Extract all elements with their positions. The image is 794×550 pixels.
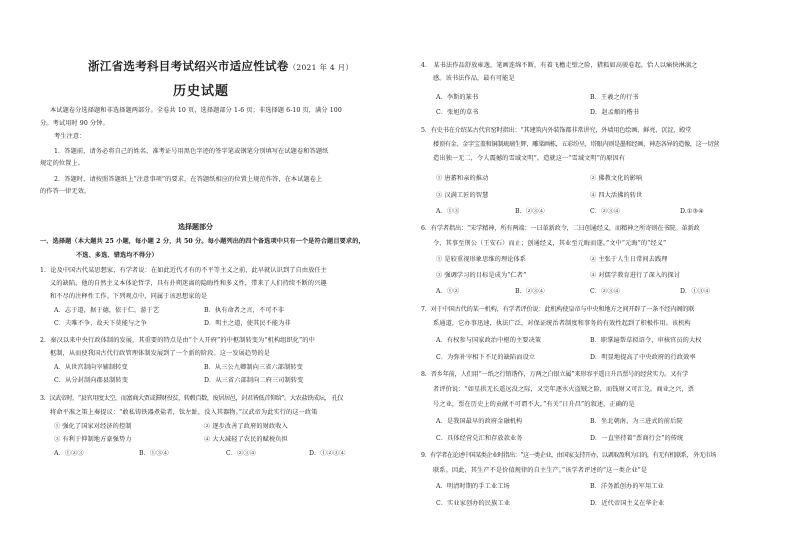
option: D．一直坚持着“票商行会”的传统 bbox=[590, 435, 684, 442]
option: C．夫唯不争，故天下莫能与之争 bbox=[54, 320, 147, 327]
option: A．李斯的篆书 bbox=[436, 94, 479, 101]
intro-line: 分。考试用时 90 分钟。 bbox=[40, 120, 109, 127]
question-line: 者评价说：“如星拱无长遥远没之际，又完年逐水火盗贼之险，而钱财又可汇兑。商业之兴，票 bbox=[433, 386, 695, 393]
option: C．②③④ bbox=[226, 450, 256, 457]
option: ① 强化了国家对经济的控制 bbox=[54, 423, 132, 430]
option: D．赵孟頫的楷书 bbox=[590, 109, 640, 116]
option: D．明显地提高了中央政府的行政效率 bbox=[590, 354, 696, 361]
section-instruction: 不选、多选、错选均不得分） bbox=[76, 252, 158, 259]
question-line: 5．有史书在介绍某古代官窑时指出：“其建筑内外装饰都非常讲究，外墙用色绘画、鲜亮、沉淀，殿堂 bbox=[421, 127, 692, 134]
option: B．②③④ bbox=[515, 288, 545, 295]
option: ④ 大大减轻了农民的赋税负担 bbox=[204, 436, 288, 443]
question-line: 1．论及中国古代某思想家，有学者说：在如此近代才有的不平等主义之前，此早就认识到了自由放任主 bbox=[40, 267, 327, 274]
question-line: 3．汉武帝时，“县官用度太空，而富商大贾或滞财役贫，转毂百数，废居居邑，封君皆低首仰给”。大农盐铁成坛， 孔仅 bbox=[40, 395, 344, 402]
option: A．志于道，据于德，依于仁，游于艺 bbox=[54, 307, 160, 314]
option: C．实业家创办的民族工业 bbox=[436, 500, 510, 507]
option: B．职掌遍帮草拟诏令，审核官员的大权 bbox=[590, 337, 702, 344]
option: A．有权参与国家政治中枢的主要决策 bbox=[436, 337, 542, 344]
option: B．洋务派创办的军用工业 bbox=[590, 483, 664, 490]
question-line: 造出独一无二，令人震撼的雪域文明”。造就这一“雪域文明”的原因有 bbox=[433, 155, 626, 162]
option: A．①③ bbox=[436, 208, 460, 215]
option: C．为弥补宰相下不足的缺陷而设立 bbox=[436, 354, 536, 361]
question-line: 9．有学者在论述中国某类企业时指出：“这一类企业，由国家支持开办，以剥取盈利为目的，有无有机联系， 外无市场 bbox=[421, 452, 716, 459]
question-line: 8．晋乡年前，人们用“一纸之行销谐作，万两之白银立属”来形容平遥日升昌票号的经营实力。又有学 bbox=[421, 371, 689, 378]
question-line: 义的缺陷，他的自然主义本体论哲学，具有扑朔迷离的隐晦性和多义性，带来了人们持续不断的兴趣 bbox=[50, 280, 327, 287]
option: ② 主张于人生日常间去践理 bbox=[590, 256, 668, 263]
question-line: 号之业，票在历史上的贡献不可谓不大。”有关“日升昌”的叙述，正确的是 bbox=[433, 401, 635, 408]
option: C．从分封制向郡县制转变 bbox=[54, 377, 128, 384]
option: ③ 强调学习的目标是成为“仁者” bbox=[436, 272, 527, 279]
option: B．从三公九卿制向三省六部制转变 bbox=[204, 364, 303, 371]
intro-line: 的作答一律无效。 bbox=[40, 188, 91, 195]
option: D．从三省六部制向二府三司制转变 bbox=[204, 377, 304, 384]
option: A．①②③ bbox=[54, 450, 84, 457]
exam-subject: 历史试题 bbox=[173, 84, 230, 99]
option: ② 逐步改善了政府的财政收入 bbox=[204, 423, 288, 430]
question-line: 楼顶有金、金字宝盖和铜制琉璃生辉，雕梁画栋，五彩纷呈，塔眼内则是墨和经画，神态各异的造像，这一切营 bbox=[433, 141, 720, 148]
intro-line: 本试题卷分选择题和非选择题两部分。全卷共 10 页，选择题部分 1-6 页；非选择题 6-10 页，满分 100 bbox=[50, 107, 342, 114]
option: B．坐北朝南，为三进式的前后院 bbox=[590, 418, 683, 425]
question-line: 6．有学者指出：“宋学精神，所有两端：一曰革新政令，二曰创通经义，而精神之所寄则在书院。革新政 bbox=[421, 225, 700, 232]
option: ③ 有利于抑制地方豪强势力 bbox=[54, 436, 132, 443]
option: D．①②③④ bbox=[309, 450, 346, 457]
option: ① 唐蕃和亲的推动 bbox=[436, 175, 489, 182]
right-page bbox=[397, 0, 794, 550]
option: ④ 四大活佛的转世 bbox=[590, 192, 643, 199]
option: D．①③④ bbox=[680, 288, 711, 295]
question-line: 2．秦汉以来中央行政体制的发展，其重要的特点是由“个人开府”的中枢制转变为“机构组织化”的中 bbox=[40, 337, 315, 344]
option: D.①③④ bbox=[680, 208, 704, 215]
question-line: 枢制，从而使我国古代行政管理体制发展到了一个新的阶段。这一发展趋势的是 bbox=[50, 350, 271, 357]
option: C．具体经营兑汇和存放款业务 bbox=[436, 435, 523, 442]
question-line: 和不尽的注释性工作。下列观点中，同属于该思想家的是 bbox=[50, 293, 208, 300]
option: C．②③④ bbox=[590, 208, 620, 215]
option: ④ 对儒学教育进行了深入的探讨 bbox=[590, 272, 681, 279]
question-line: 联系。因此，其生产不是价值规律的自主生产。”该学者评述的“这一类企业”是 bbox=[433, 467, 648, 474]
question-line: 7．对于中国古代的某一机构，有学者评价说：此机构使皇帝与中央和地方之间开辟了一条不经内阁的联 bbox=[421, 306, 695, 313]
option: D．近代帝国主义在华企业 bbox=[590, 500, 665, 507]
option: C．张旭的草书 bbox=[436, 109, 479, 116]
exam-title: 浙江省选考科目考试绍兴市适应性试卷（2021 年 4 月） bbox=[88, 59, 354, 73]
option: B．①③④ bbox=[139, 450, 169, 457]
option: C．②③④ bbox=[590, 288, 620, 295]
section-title: 选择题部分 bbox=[178, 222, 213, 231]
question-line: 系通道，它办事迅速，执法广泛，对保证统治者制度和事务的有效性起到了积极作用。该机构 bbox=[433, 320, 691, 327]
option: A．是我国最早的政府金融机构 bbox=[436, 418, 523, 425]
section-instruction: 一、选择题（本大题共 25 小题，每小题 2 分，共 50 分。每小题列出的四个备选项中只有一个是符合题目要求的， bbox=[40, 238, 365, 245]
option: ③ 汉满工匠的智慧 bbox=[436, 192, 489, 199]
question-line: 令，其事至荆公（王安石）而止；创通经义，其业至元晦而遂。”文中“元晦”的“经义” bbox=[433, 240, 667, 247]
exam-date: （2021 年 4 月） bbox=[288, 63, 354, 72]
option: B．执有命者之言，不可不非 bbox=[204, 307, 285, 314]
intro-line: 规定的位置上。 bbox=[40, 160, 85, 167]
intro-line: 2．答题时，请按照答题纸上“注意事项”的要求，在答题纸相应的位置上规范作答，在本试题卷上 bbox=[54, 176, 323, 183]
question-line: 4． 某书法作品舒放雍逸，笔画连绵不断，有着飞檐走壁之险，猎狐如高骏卷起，恰人以痛快淋漓之 bbox=[421, 62, 698, 69]
option: D．明主之道，使其民不能为非 bbox=[204, 320, 291, 327]
intro-line: 1．答题前，请务必将自己的姓名、准考证号用黑色字迹的签字笔或钢笔分别填写在试题卷和答题纸 bbox=[54, 148, 329, 155]
question-line: 感。该书法作品，最有可能是 bbox=[433, 75, 515, 82]
option: B．王羲之的行书 bbox=[590, 94, 639, 101]
intro-line: 考生注意： bbox=[54, 133, 86, 140]
option: A．明清时期的手工业工场 bbox=[436, 483, 510, 490]
option: A．从世宫制向宰辅制转变 bbox=[54, 364, 128, 371]
option: ② 佛教文化的影响 bbox=[590, 175, 643, 182]
question-line: 将命平准之策上奏提议：“敢私铸铁器煮盐者，钛左趾，没入其器物。”汉武帝为此实行的这一政策 bbox=[50, 409, 318, 416]
option: B．②③④ bbox=[515, 208, 545, 215]
option: ① 是较重视形象思维的理论体系 bbox=[436, 256, 527, 263]
option: A．①② bbox=[436, 288, 460, 295]
